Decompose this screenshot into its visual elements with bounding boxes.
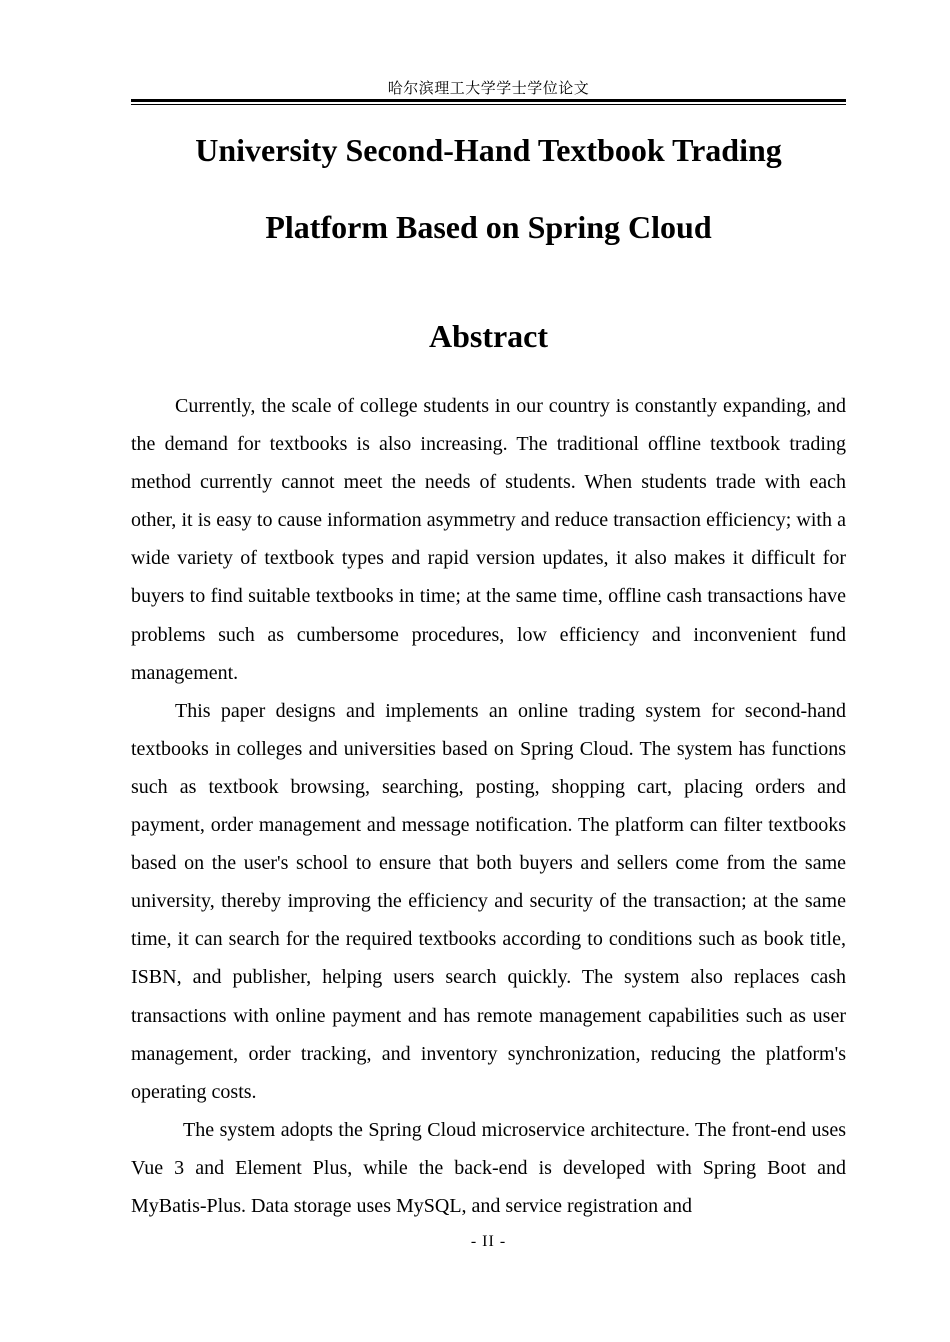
abstract-body xyxy=(131,387,846,1225)
title-line-1: University Second-Hand Textbook Trading xyxy=(195,132,782,168)
header-rule-thick xyxy=(131,99,846,102)
abstract-paragraph-2: This paper designs and implements an online trading system for second-hand textbooks in colleges and universities based on Spring Cloud. The system has functions such as textbook browsing, searching, posting, shopping cart, placing orders and payment, order management and message notification. The platform can filter textbooks based on the user's school to ensure that both buyers and sellers come from the same university, thereby improving the efficiency and security of the transaction; at the same time, it can search for the required textbooks according to conditions such as book title, ISBN, and publisher, helping users search quickly. The system also replaces cash transactions with online payment and has remote management capabilities such as user management, order tracking, and inventory synchronization, reducing the platform's operating costs. xyxy=(131,699,846,1103)
title-line-2: Platform Based on Spring Cloud xyxy=(265,209,712,245)
abstract-paragraph-3: The system adopts the Spring Cloud microservice architecture. The front-end uses Vue 3 and Element Plus, while the back-end is developed with Spring Boot and MyBatis-Plus. Data storage uses MySQL, and service registration and xyxy=(131,1118,846,1217)
abstract-heading: Abstract xyxy=(428,318,549,354)
running-header: 哈尔滨理工大学学士学位论文 xyxy=(387,79,590,97)
header-rule-thin xyxy=(131,104,846,105)
page-number: - II - xyxy=(470,1233,507,1250)
abstract-paragraph-1: Currently, the scale of college students in our country is constantly expanding, and the demand for textbooks is also increasing. The traditional offline textbook trading method currently cannot meet the needs of students. When students trade with each other, it is easy to cause information asymmetry and reduce transaction efficiency; with a wide variety of textbook types and rapid version updates, it also makes it difficult for buyers to find suitable textbooks in time; at the same time, offline cash transactions have problems such as cumbersome procedures, low efficiency and inconvenient fund management. xyxy=(131,395,846,684)
